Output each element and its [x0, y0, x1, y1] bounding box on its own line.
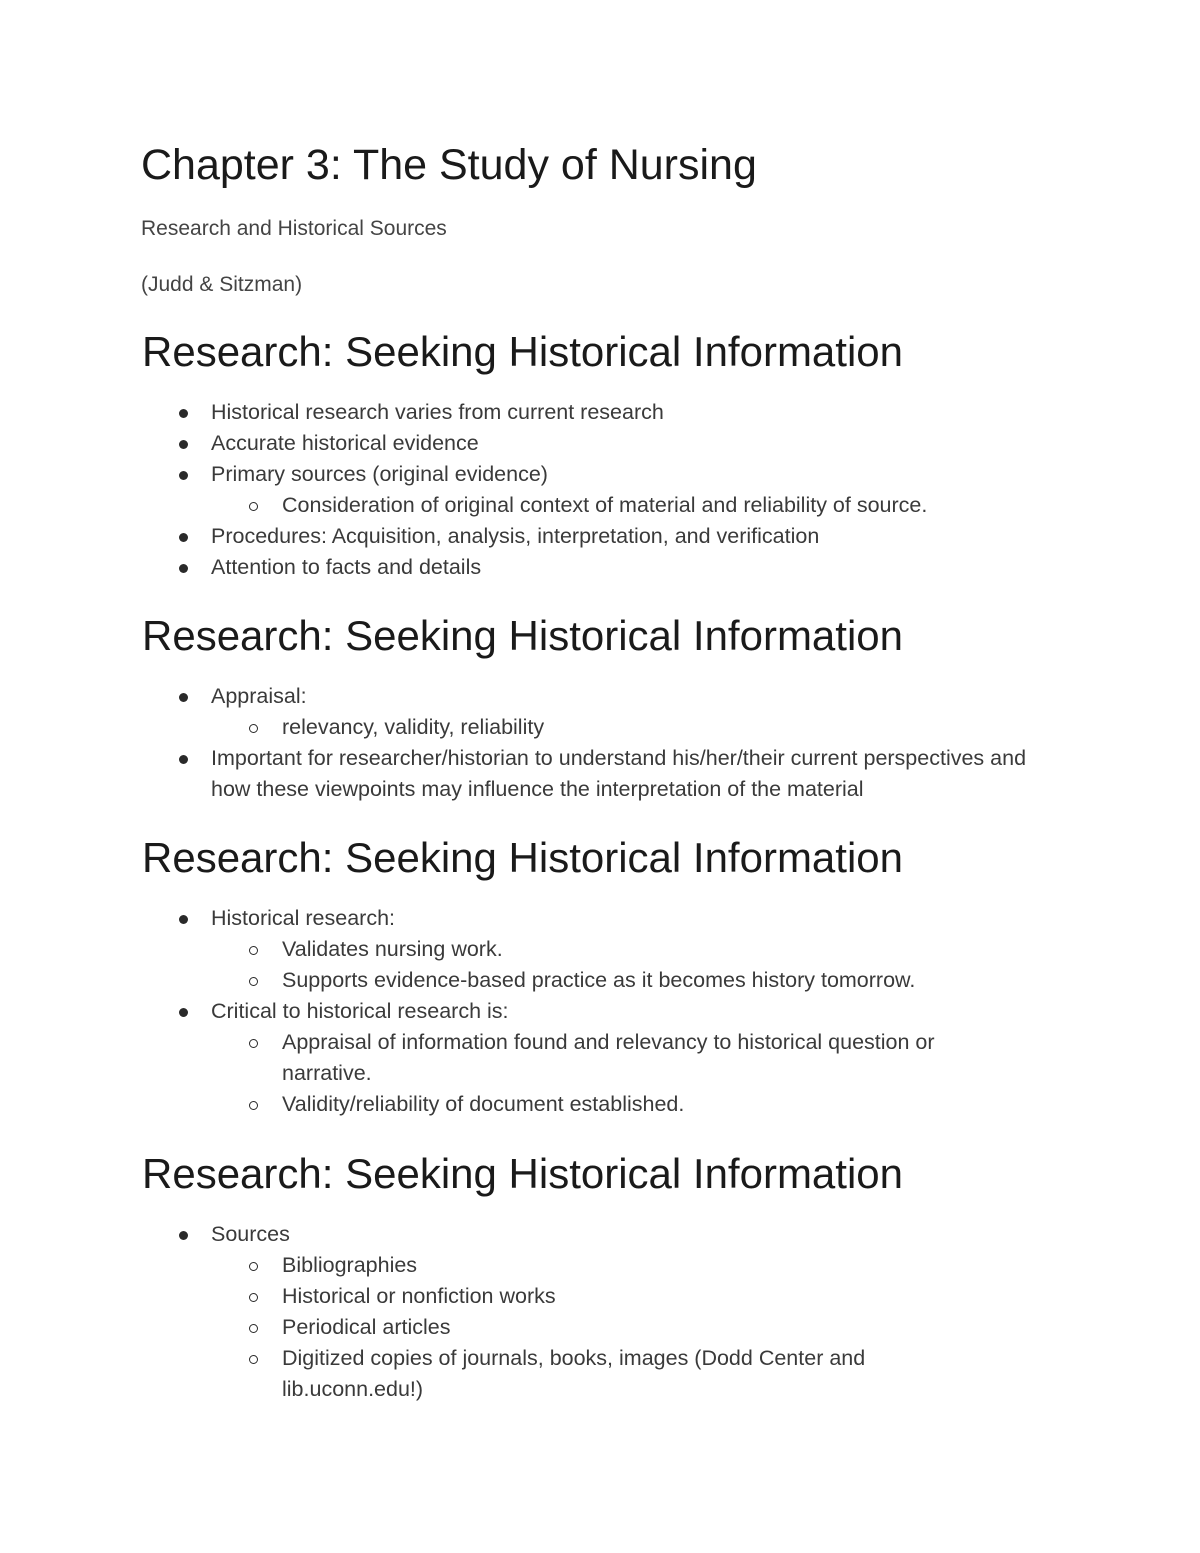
- list-item: [0, 1219, 1200, 1250]
- bullet-list-3: [0, 903, 1200, 1120]
- bullet-circle-icon: [249, 1355, 258, 1364]
- bullet-dot-icon: [179, 564, 188, 573]
- list-item-text: Primary sources (original evidence): [211, 462, 548, 486]
- bullet-dot-icon: [179, 440, 188, 449]
- list-item-text: Periodical articles: [282, 1315, 451, 1339]
- bullet-circle-icon: [249, 724, 258, 733]
- document-subtitle: Research and Historical Sources: [141, 217, 447, 240]
- list-item-text: Accurate historical evidence: [211, 431, 479, 455]
- section-heading-4: Research: Seeking Historical Information: [142, 1150, 904, 1197]
- list-item-text: Appraisal:: [211, 684, 307, 708]
- list-item-text: Historical or nonfiction works: [282, 1284, 556, 1308]
- list-item: [0, 996, 1200, 1027]
- list-subitem: [0, 1089, 1200, 1120]
- list-subitem: [0, 1281, 1200, 1312]
- bullet-list-1: [0, 397, 1200, 583]
- document-authors: (Judd & Sitzman): [141, 273, 303, 296]
- list-item-text: Sources: [211, 1222, 290, 1246]
- list-item: [0, 681, 1200, 712]
- bullet-circle-icon: [249, 1324, 258, 1333]
- bullet-circle-icon: [249, 502, 258, 511]
- list-item-text: Supports evidence-based practice as it becomes history tomorrow.: [282, 968, 916, 992]
- list-subitem: [0, 965, 1200, 996]
- bullet-circle-icon: [249, 1039, 258, 1048]
- list-item-text: Historical research varies from current research: [211, 400, 664, 424]
- section-heading-2: Research: Seeking Historical Information: [142, 612, 904, 659]
- bullet-list-2: [0, 681, 1200, 805]
- list-item-text: Important for researcher/historian to understand his/her/their current perspectives and how these viewpoints may influence the interpretation of the material: [211, 746, 1027, 801]
- bullet-dot-icon: [179, 693, 188, 702]
- list-item-text: Validates nursing work.: [282, 937, 503, 961]
- bullet-circle-icon: [249, 1293, 258, 1302]
- list-subitem: [0, 934, 1200, 965]
- bullet-circle-icon: [249, 946, 258, 955]
- bullet-dot-icon: [179, 755, 188, 764]
- list-subitem: [0, 712, 1200, 743]
- list-subitem: [0, 1343, 1012, 1405]
- list-item-text: Bibliographies: [282, 1253, 418, 1277]
- list-item-text: Digitized copies of journals, books, images (Dodd Center and lib.uconn.edu!): [282, 1346, 866, 1401]
- bullet-dot-icon: [179, 533, 188, 542]
- bullet-circle-icon: [249, 1262, 258, 1271]
- document-title: Chapter 3: The Study of Nursing: [141, 141, 757, 189]
- bullet-dot-icon: [179, 409, 188, 418]
- list-item: [0, 459, 1200, 490]
- list-item: [0, 521, 1200, 552]
- list-item-text: Attention to facts and details: [211, 555, 482, 579]
- list-item-text: relevancy, validity, reliability: [282, 715, 545, 739]
- list-subitem: [0, 1312, 1200, 1343]
- list-item-text: Critical to historical research is:: [211, 999, 509, 1023]
- bullet-circle-icon: [249, 977, 258, 986]
- section-heading-1: Research: Seeking Historical Information: [142, 328, 904, 375]
- list-item: [0, 552, 1200, 583]
- bullet-dot-icon: [179, 1231, 188, 1240]
- list-item: [0, 743, 1071, 805]
- bullet-list-4: [0, 1219, 1200, 1405]
- bullet-dot-icon: [179, 471, 188, 480]
- list-item: [0, 397, 1200, 428]
- list-item-text: Validity/reliability of document established.: [282, 1092, 685, 1116]
- bullet-dot-icon: [179, 915, 188, 924]
- list-item-text: Consideration of original context of material and reliability of source.: [282, 493, 928, 517]
- list-item-text: Historical research:: [211, 906, 395, 930]
- bullet-circle-icon: [249, 1101, 258, 1110]
- section-heading-3: Research: Seeking Historical Information: [142, 834, 904, 881]
- list-subitem: [0, 490, 1200, 521]
- list-subitem: [0, 1027, 1012, 1089]
- list-item-text: Procedures: Acquisition, analysis, interpretation, and verification: [211, 524, 820, 548]
- list-item: [0, 428, 1200, 459]
- list-item-text: Appraisal of information found and relevancy to historical question or narrative.: [282, 1030, 935, 1085]
- list-item: [0, 903, 1200, 934]
- bullet-dot-icon: [179, 1008, 188, 1017]
- list-subitem: [0, 1250, 1200, 1281]
